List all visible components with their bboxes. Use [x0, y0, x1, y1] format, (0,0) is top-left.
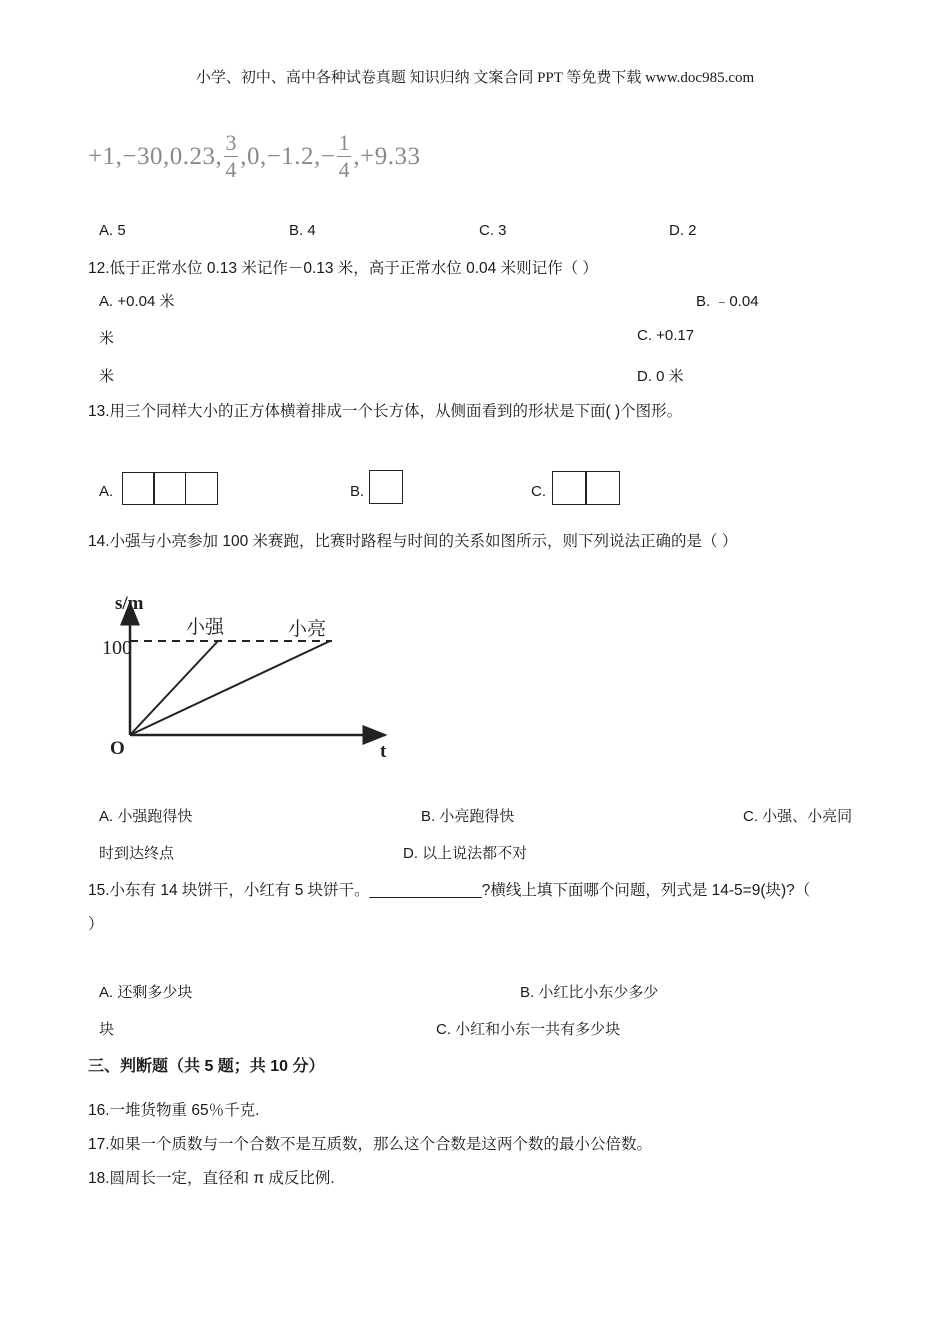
- q11-option-c[interactable]: C. 3: [479, 222, 507, 239]
- square: [153, 472, 186, 505]
- q11-option-a[interactable]: A. 5: [99, 222, 126, 239]
- q14-option-a[interactable]: A. 小强跑得快: [99, 808, 193, 825]
- page-header: 小学、初中、高中各种试卷真题 知识归纳 文案合同 PPT 等免费下载 www.doc985.com: [195, 70, 755, 86]
- xiaoliang-label: 小亮: [288, 618, 327, 640]
- square: [585, 471, 620, 505]
- square: [369, 470, 403, 504]
- fraction-numerator: 3: [225, 130, 237, 155]
- q13-option-a[interactable]: A.: [99, 483, 114, 500]
- fraction-denominator: 4: [338, 157, 351, 182]
- q12-option-a[interactable]: A. +0.04 米: [99, 293, 175, 310]
- q14-text: 14.小强与小亮参加 100 米赛跑，比赛时路程与时间的关系如图所示，则下列说法正确的是（ ）: [88, 533, 738, 550]
- q17-text: 17.如果一个质数与一个合数不是互质数，那么这个合数是这两个数的最小公倍数。: [88, 1136, 653, 1153]
- one-square-figure: [369, 470, 403, 504]
- square: [185, 472, 218, 505]
- q12-option-d[interactable]: D. 0 米: [637, 368, 684, 385]
- q14-option-b[interactable]: B. 小亮跑得快: [421, 808, 515, 825]
- xiaoqiang-line: [130, 641, 218, 735]
- xiaoliang-line: [130, 641, 330, 735]
- three-squares-figure: [122, 472, 218, 505]
- fraction-denominator: 4: [225, 157, 237, 182]
- q12-text: 12.低于正常水位 0.13 米记作－0.13 米，高于正常水位 0.04 米则记作（ ）: [88, 260, 598, 277]
- q14-option-c[interactable]: C. 小强、小亮同: [743, 808, 853, 825]
- q12-option-b-cont: 米: [99, 330, 115, 347]
- fraction-one-quarter: [337, 132, 351, 181]
- q11-option-b[interactable]: B. 4: [289, 222, 316, 239]
- numbers-part2: ,0,−1.2,−: [240, 142, 336, 170]
- section-heading: 三、判断题（共 5 题；共 10 分）: [88, 1058, 325, 1075]
- q14-option-c-cont: 时到达终点: [99, 845, 175, 862]
- x-axis-label: t: [380, 741, 387, 762]
- numbers-part3: ,+9.33: [353, 142, 421, 170]
- number-list: [88, 132, 421, 181]
- q14-option-d[interactable]: D. 以上说法都不对: [403, 845, 528, 862]
- q15-option-b-cont: 块: [99, 1021, 115, 1038]
- square: [122, 472, 155, 505]
- y-tick-100: 100: [102, 637, 132, 659]
- q11-option-d[interactable]: D. 2: [669, 222, 697, 239]
- q16-text: 16.一堆货物重 65％千克.: [88, 1102, 260, 1119]
- fraction-three-quarters: [224, 132, 238, 181]
- q15-text-cont: ）: [88, 916, 104, 933]
- square: [552, 471, 587, 505]
- q15-text: 15.小东有 14 块饼干，小红有 5 块饼干。_____________?横线上填下面哪个问题，列式是 14-5=9(块)?（: [88, 882, 811, 899]
- y-axis-label: s/m: [115, 593, 144, 614]
- q13-text: 13.用三个同样大小的正方体横着排成一个长方体，从侧面看到的形状是下面( )个图形。: [88, 403, 683, 420]
- fraction-numerator: 1: [338, 130, 351, 155]
- q13-option-c[interactable]: C.: [531, 483, 546, 500]
- q12-option-c-cont: 米: [99, 368, 115, 385]
- q12-option-c[interactable]: C. +0.17: [637, 327, 695, 344]
- numbers-part1: +1,−30,0.23,: [88, 142, 223, 170]
- distance-time-graph: [102, 585, 400, 765]
- q15-option-c[interactable]: C. 小红和小东一共有多少块: [436, 1021, 621, 1038]
- q15-option-a[interactable]: A. 还剩多少块: [99, 984, 193, 1001]
- q15-option-b[interactable]: B. 小红比小东少多少: [520, 984, 659, 1001]
- q12-option-b[interactable]: B. ﹣0.04: [696, 293, 759, 310]
- xiaoqiang-label: 小强: [186, 616, 225, 638]
- two-squares-figure: [552, 471, 620, 505]
- q13-option-b[interactable]: B.: [350, 483, 365, 500]
- origin-label: O: [110, 738, 125, 759]
- q18-text: 18.圆周长一定，直径和 π 成反比例.: [88, 1170, 335, 1187]
